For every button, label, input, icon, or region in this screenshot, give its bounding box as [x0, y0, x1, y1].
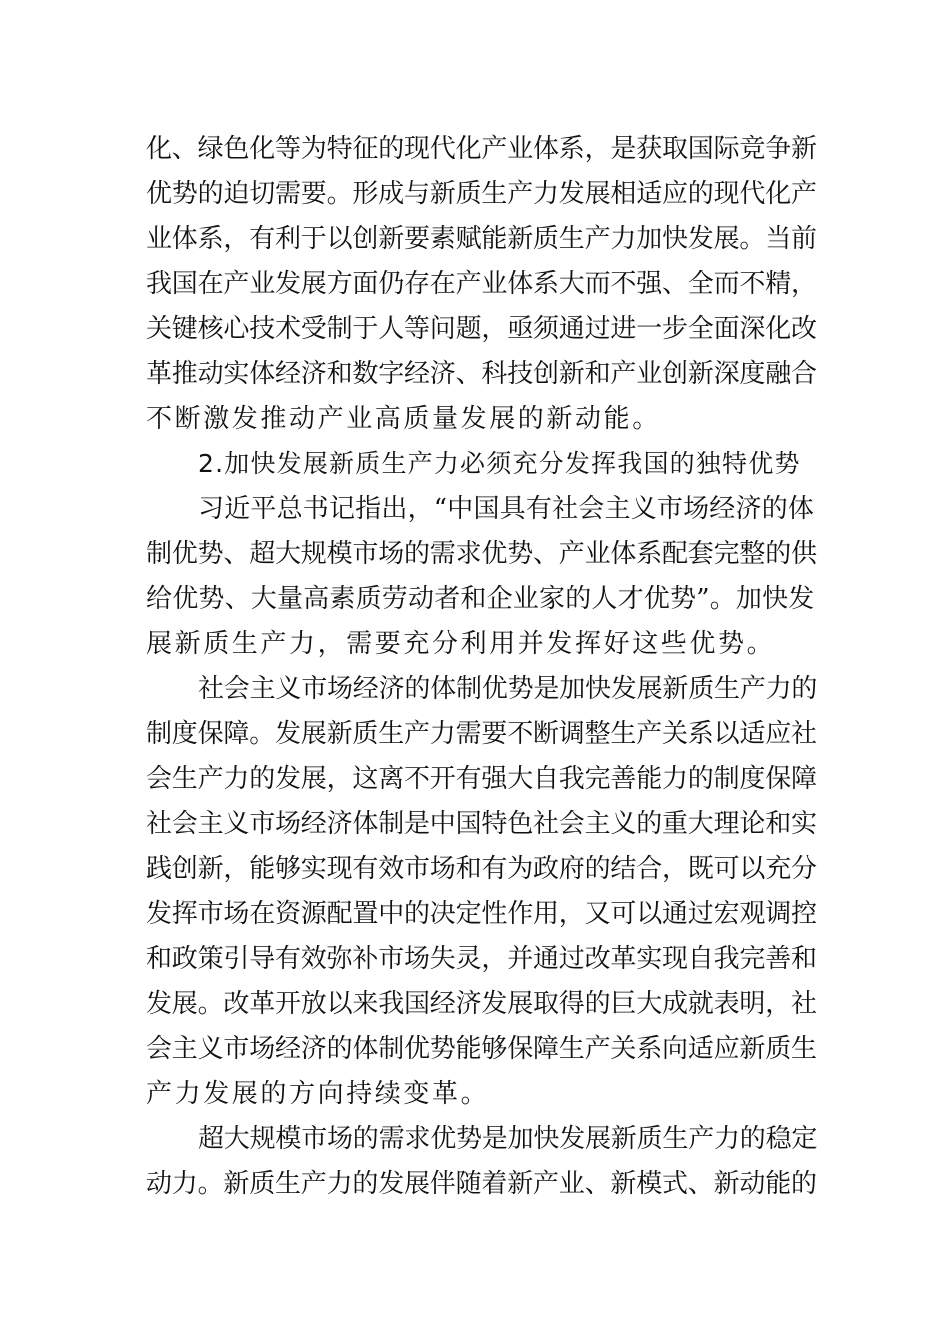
paragraph-line: 制优势、超大规模市场的需求优势、产业体系配套完整的供	[146, 539, 817, 569]
paragraph-line: 关键核心技术受制于人等问题，亟须通过进一步全面深化改	[146, 314, 817, 344]
paragraph-line: 化、绿色化等为特征的现代化产业体系，是获取国际竞争新	[146, 134, 817, 164]
paragraph-line: 社会主义市场经济的体制优势是加快发展新质生产力的	[198, 674, 818, 704]
paragraph-line: 产力发展的方向持续变革。	[146, 1079, 490, 1109]
paragraph-line: 业体系，有利于以创新要素赋能新质生产力加快发展。当前	[146, 224, 817, 254]
paragraph-line: 优势的迫切需要。形成与新质生产力发展相适应的现代化产	[146, 179, 817, 209]
paragraph-line: 习近平总书记指出，“中国具有社会主义市场经济的体	[198, 494, 815, 524]
paragraph-line: 社会主义市场经济体制是中国特色社会主义的重大理论和实	[146, 809, 817, 839]
paragraph-line: 发挥市场在资源配置中的决定性作用，又可以通过宏观调控	[146, 899, 817, 929]
paragraph-line: 动力。新质生产力的发展伴随着新产业、新模式、新动能的	[146, 1169, 817, 1199]
paragraph-line: 不断激发推动产业高质量发展的新动能。	[146, 404, 661, 434]
paragraph-line: 践创新，能够实现有效市场和有为政府的结合，既可以充分	[146, 854, 817, 884]
paragraph-line: 发展。改革开放以来我国经济发展取得的巨大成就表明，社	[146, 989, 817, 1019]
paragraph-line: 超大规模市场的需求优势是加快发展新质生产力的稳定	[198, 1124, 818, 1154]
paragraph-line: 展新质生产力，需要充分利用并发挥好这些优势。	[146, 629, 776, 659]
paragraph-line: 制度保障。发展新质生产力需要不断调整生产关系以适应社	[146, 719, 817, 749]
section-heading: 2.加快发展新质生产力必须充分发挥我国的独特优势	[198, 449, 801, 478]
paragraph-line: 和政策引导有效弥补市场失灵，并通过改革实现自我完善和	[146, 944, 817, 974]
paragraph-line: 给优势、大量高素质劳动者和企业家的人才优势”。加快发	[146, 584, 815, 614]
paragraph-line: 会主义市场经济的体制优势能够保障生产关系向适应新质生	[146, 1034, 817, 1064]
paragraph-line: 我国在产业发展方面仍存在产业体系大而不强、全而不精，	[146, 269, 817, 299]
paragraph-line: 会生产力的发展，这离不开有强大自我完善能力的制度保障	[146, 764, 817, 794]
paragraph-line: 革推动实体经济和数字经济、科技创新和产业创新深度融合	[146, 359, 817, 389]
